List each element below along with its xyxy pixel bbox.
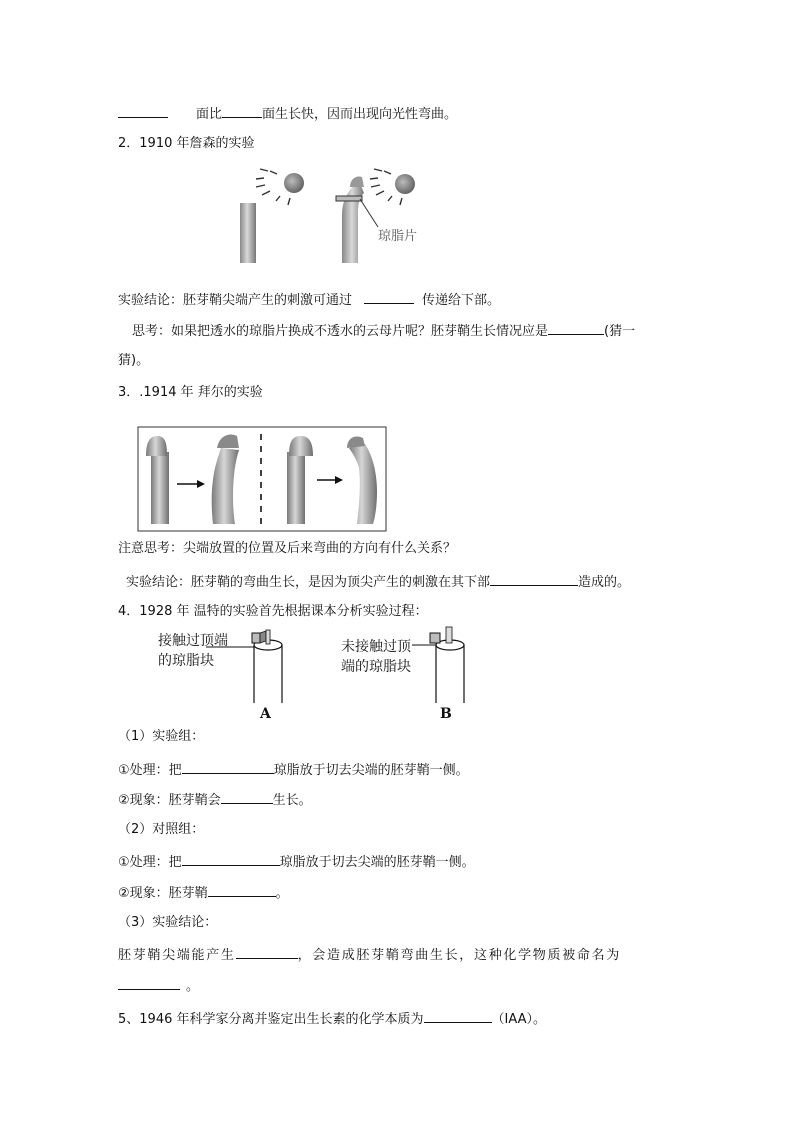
boysen-jensen-figure [230,165,430,267]
paal-figure [137,426,387,532]
light-source-icon [284,173,304,193]
answer-blank [118,104,168,118]
figure-label: 接触过顶端 [158,633,228,649]
text-line: （1）实验组： [118,729,205,744]
text-segment: ，会造成胚芽鞘弯曲生长，这种化学物质被命名为 [297,948,622,963]
text-segment: 。 [186,979,200,994]
answer-blank [182,852,280,866]
answer-blank [208,883,276,897]
text-line [126,572,630,592]
figure-caption-a: A [260,706,271,722]
figure-label: 端的琼脂块 [341,659,411,675]
light-source-icon [395,174,415,194]
coleoptile-stump [287,452,305,524]
text-line [118,852,475,872]
text-line [118,945,621,965]
coleoptile-with-agar [342,183,364,263]
answer-blank [236,945,298,959]
agar-label: 琼脂片 [378,229,418,244]
text-segment: 造成的。 [578,575,631,590]
text-line [118,976,199,996]
answer-blank [548,321,604,335]
text-segment: ①处理：把 [118,855,182,870]
text-line [118,790,312,810]
text-line: （2）对照组： [118,822,205,837]
answer-blank [182,760,274,774]
text-segment: 5、1946 年科学家分离并鉴定出生长素的化学本质为 [118,1012,424,1027]
text-line: 猜)。 [118,353,150,368]
agar-block-uncontacted [430,633,440,643]
text-line [118,883,289,903]
answer-blank [221,790,273,804]
agar-block-contacted [252,633,260,643]
text-line [118,104,457,124]
figure-label: 未接触过顶 [341,639,411,655]
text-segment: (猜一 [604,324,636,339]
answer-blank [222,104,262,118]
text-segment: 实验结论：胚芽鞘尖端产生的刺激可通过 [118,293,353,308]
coleoptile-stump [151,452,169,524]
text-segment: 面生长快，因而出现向光性弯曲。 [262,107,458,122]
text-segment: 实验结论：胚芽鞘的弯曲生长，是因为顶尖产生的刺激在其下部 [126,575,491,590]
section-3-title: 3．.1914 年 拜尔的实验 [118,385,263,400]
text-segment: 生长。 [272,793,312,808]
text-segment: ②现象：胚芽鞘 [118,886,208,901]
agar-block [336,196,362,201]
figure-label: 的琼脂块 [158,653,214,669]
text-segment: 传递给下部。 [422,293,501,308]
text-line [118,760,469,780]
text-segment: 。 [275,886,289,901]
text-segment: ①处理：把 [118,763,182,778]
text-segment: 面比 [196,107,223,122]
answer-blank [424,1009,492,1023]
text-segment: 琼脂放于切去尖端的胚芽鞘一侧。 [279,855,475,870]
answer-blank [118,976,180,990]
figure-caption-b: B [440,706,452,722]
answer-blank [490,572,578,586]
text-line [132,321,635,341]
text-segment: （IAA）。 [491,1012,546,1027]
text-line: 注意思考：尖端放置的位置及后来弯曲的方向有什么关系？ [118,541,457,556]
text-line [118,290,500,310]
section-4-title: 4．1928 年 温特的实验首先根据课本分析实验过程： [118,604,428,619]
text-line [118,1009,546,1029]
text-segment: 胚芽鞘尖端能产生 [118,948,236,963]
text-line: （3）实验结论： [118,915,218,930]
text-segment: 思考：如果把透水的琼脂片换成不透水的云母片呢？胚芽鞘生长情况应是 [132,324,549,339]
answer-blank [364,290,414,304]
section-2-title: 2．1910 年詹森的实验 [118,136,255,151]
text-segment: ②现象：胚芽鞘会 [118,793,221,808]
coleoptile-decapitated [240,203,256,263]
text-segment: 琼脂放于切去尖端的胚芽鞘一侧。 [273,763,469,778]
